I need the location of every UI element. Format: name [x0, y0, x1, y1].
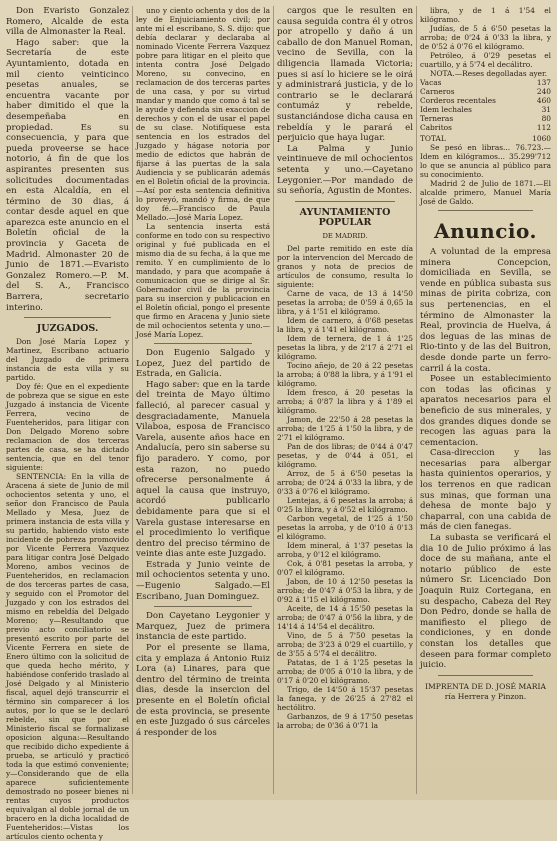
table-row: Cabritos 112 — [420, 123, 551, 132]
column-1 — [6, 6, 129, 841]
price-paragraph: libra, y de 1 á 1'54 el kilógramo. — [420, 6, 551, 24]
price-paragraph: Cok, á 0'81 pesetas la arroba, y 0'07 el kilógramo. — [277, 559, 413, 578]
column-2 — [136, 6, 270, 794]
notice-paragraph: La sentencia inserta está conforme en todo con su respectivo original y fué publicada en el mismo dia de su fecha, á la que me remito. Y en cumplimiento de lo mandado, y para que acompañe á comunicacion que se dirige al Sr. Gobernador civil de la provincia para su insercion y publicacion en el Boletín oficial, pongo el presente que firmo en Aracena y Junio siete de mil ochocientos setenta y uno.—José María Lopez. — [136, 222, 270, 339]
price-paragraph: Aceite, de 14 á 15'50 pesetas la arroba; de 0'47 á 0'56 la libra, y de 14'14 á 14'54 el decálitro. — [277, 604, 413, 632]
notice-paragraph: Doy fé: Que en el expediente de pobreza que se sigue en este Juzgado á instancia de Vicente Ferrera, vecino de Fuenteheridos, para litigar con Don Delgado Moreno sobre reclamacion de dos terceras partes de casa, se ha dictado sentencia, que en del tenor siguiente: — [6, 381, 129, 472]
imprint: IMPRENTA DE D. JOSÉ MARIA — [425, 681, 546, 691]
price-paragraph: Patatas, de 1 á 1'25 pesetas la arroba; de 0'05 á 0'10 la libra, y de 0'17 á 0'20 el kilógramo. — [277, 658, 413, 686]
price-paragraph: Judías, de 5 á 6'50 pesetas la arroba; de 0'24 á 0'33 la libra, y de 0'52 á 0'76 el kilógramo. — [420, 24, 551, 51]
price-paragraph: Jabon, de 10 á 12'50 pesetas la arroba; de 0'47 á 0'53 la libra, y de 0'92 á 1'15 el kilógramo. — [277, 577, 413, 605]
column-4 — [420, 6, 551, 794]
notice-heading: Don Cayetano Leygonier y Marquez, Juez de primera instancia de este partido. — [136, 611, 270, 643]
column-rule — [416, 6, 417, 794]
anuncio-title: Anuncio. — [434, 219, 537, 243]
table-row: Terneras 80 — [420, 114, 551, 123]
table-row: Carneros 240 — [420, 87, 551, 96]
price-paragraph: Garbanzos, de 9 á 17'50 pesetas la arroba; de 0'36 á 0'71 la — [277, 712, 413, 731]
price-paragraph: Jamon, de 22'50 á 28 pesetas la arroba; de 1'25 á 1'50 la libra, y de 2'71 el kilógramo. — [277, 415, 413, 443]
imprint-line-2: ría Herrera y Pinzon. — [444, 692, 527, 702]
price-paragraph: Se pesó en libras... 76.723.— Idem en kilógramos... 35.299'712 lo que se anuncia al público para su conocimiento. — [420, 143, 551, 179]
divider — [438, 210, 533, 211]
anuncio-paragraph: Posee un establecimiento con todas las oficinas y aparatos necesarios para el beneficio de sus minerales, y dos grandes diques donde se recogen las aguas para la cementacion. — [420, 374, 551, 448]
section-heading: JUZGADOS. — [36, 323, 99, 335]
anuncio-paragraph: La subasta se verificará el dia 10 de Julio próximo á las doce de su mañana, ante el notario público de este número Sr. Licenciado Don Joaquin Ruiz Cortegana, en su despacho, Cabeza del Rey Don Pedro, donde se halla de manifiesto el pliego de condiciones, y en donde constan los detalles que deseen para formar completo juicio. — [420, 533, 551, 671]
price-paragraph: Madrid 2 de Julio de 1871.—El alcalde primero, Manuel María José de Galdo. — [420, 179, 551, 206]
price-paragraph: Lentejas, á 6 pesetas la arroba; á 0'25 la libra, y á 0'52 el kilógramo. — [277, 496, 413, 515]
notice-paragraph: Hago saber: que la Secretaría de este Ayuntamiento, dotada en mil ciento veinticinco pesetas anuales, se encuentra vacante por haber dimitido el que la desempeñaba en propiedad. Es su consecuencia, y para que pueda proveerse se hace notorio, á fin de que los aspirantes presenten sus solicitudes documentadas en esta Alcaldía, en el término de 30 dias, á contar desde aquel en que aparezca este anuncio en el Boletín oficial de la provincia y Gaceta de Madrid. Almonaster 20 de Junio de 1871.—Evaristo Gonzalez Romero.—P. M. del S. A., Francisco Barrera, secretario interino. — [6, 37, 129, 313]
price-paragraph: Arroz, de 5 á 6'50 pesetas la arroba; de 0'24 á 0'33 la libra, y de 0'33 á 0'76 el kilógramo. — [277, 469, 413, 497]
section-heading: AYUNTAMIENTO POPULAR — [299, 206, 391, 229]
notice-paragraph: Hago saber: que en la tarde del treinta de Mayo último falleció, al parecer casual y desgraciadamente, Manuela Vilaboa, esposa de Francisco Varela, ausente años hace en Andalucía, pero sin saberse su fijo paradero. Y como, por esta razon, no puedo ofrecerse personalmente á aquel la causa que instruyo, acordó publicarlo debidamente para que si el Varela gustase interesarse en el procedimiento lo verifique dentro del preciso término de veinte dias ante este Juzgado. — [136, 379, 270, 560]
price-paragraph: Idem mineral, á 1'37 pesetas la arroba, y 0'12 el kilógramo. — [277, 541, 413, 560]
column-rule — [132, 6, 133, 794]
price-paragraph: Pan de dos libras; de 0'44 á 0'47 pesetas, y de 0'44 á 051, el kilógramo. — [277, 442, 413, 470]
divider — [24, 317, 111, 318]
table-row: Vacas 137 — [420, 78, 551, 87]
total-row: TOTAL 1060 — [420, 134, 551, 143]
anuncio-paragraph: A voluntad de la empresa minera Concepcion, domiciliada en Sevilla, se vende en pública subasta sus minas de pirita cobriza, con sus pertenencias, en el término de Almonaster la Real, provincia de Huelva, á dos leguas de las minas de Rio-tinto y de las del Buitron, desde donde parte un ferro-carril á la costa. — [420, 247, 551, 374]
notice-paragraph: SENTENCIA: En la villa de Aracena á siete de Junio de mil ochocientos setenta y uno, el señor don Francisco de Paula Mellado y Mesa, Juez de primera instancia de esta villa y su partido, habiendo visto este incidente de pobreza promovido por Vicente Ferrera Vazquez para litigar contra José Delgado Moreno, ambos vecinos de Fuenteheridos, en reclamacion de dos terceras partes de casa, y seguido con el Promotor del Juzgado y con los estrados del mismo en rebeldía del Delgado Moreno; y—Resultando que previo acto conciliatorio se presentó escrito por parte del Vicente Ferrera en siete de Enero último con la solicitud de que queda hecho mérito, y habiéndose conferido traslado al José Delgado y al Ministerio fiscal, aquel dejó transcurrir el término sin comparecer á los autos, por lo que se le declaró rebelde, sin que por el Ministerio fiscal se formalizase oposicion alguna:—Resultando que recibido dicho expediente á prueba, se articuló y practicó toda la que estimó conveniente; y—Considerando que de ella aparece suficientemente demostrado no poseer bienes ni rentas cuyos productos equivalgan al doble jornal de un bracero en la dicha localidad de Fuenteheridos:—Vistas los artículos ciento ochenta y — [6, 471, 129, 841]
price-paragraph: Idem de ternera, de 1 á 1'25 pesetas la libra, y de 2'17 á 2'71 el kilógramo. — [277, 334, 413, 362]
price-paragraph: Idem de carnero, á 0'68 pesetas la libra, y á 1'41 el kilógramo. — [277, 316, 413, 335]
price-paragraph: Trigo, de 14'50 á 15'37 pesetas la fanega, y de 26'25 á 27'82 el hectólitro. — [277, 685, 413, 713]
notice-paragraph: La Palma y Junio veintinueve de mil ochocientos setenta y uno.—Cayetano Leygonier.—Por mandado de su señoría, Agustin de Montes. — [277, 143, 413, 197]
notice-heading: Don Eugenio Salgado y Lopez, Juez del partido de Estrada, en Galicia. — [136, 348, 270, 380]
price-paragraph: Del parte remitido en este día por la intervencion del Mercado de granos y nota de precios de artículos de consumo, resulta lo siguiente: — [277, 244, 413, 290]
reses-title: NOTA.—Reses degolladas ayer. — [430, 69, 548, 78]
notice-paragraph: Estrada y Junio veinte de mil ochocientos setenta y uno.—Eugenio Salgado.—El Escribano, Juan Dominguez. — [136, 559, 270, 602]
price-paragraph: Idem fresco, á 20 pesetas la arroba; á 0'87 la libra y á 1'89 el kilógramo. — [277, 388, 413, 416]
price-paragraph: Carbon vegetal, de 1'25 á 1'50 pesetas la arroba, y de 0'10 á 0'13 el kilógramo. — [277, 514, 413, 542]
divider — [154, 343, 252, 344]
divider — [295, 201, 395, 202]
table-row: Corderos recentales 460 — [420, 96, 551, 105]
notice-paragraph: Don José María Lopez y Martinez, Escribano actuario del Juzgado de primera instancia de esta villa y su partido. — [6, 336, 129, 382]
notice-paragraph: Por el presente se llama, cita y emplaza á Antonio Ruiz Lora (a) Linares, para que dentro del término de treinta dias, desde la insercion del presente en el Boletín oficial de esta provincia, se presente en este Juzgado ó sus cárceles á responder de los — [136, 643, 270, 738]
table-row: Idem lechales 31 — [420, 105, 551, 114]
price-paragraph: Tocino añejo, de 20 á 22 pesetas la arroba; á 0'88 la libra, y á 1'91 el kilógramo. — [277, 361, 413, 389]
column-rule — [273, 6, 274, 794]
divider — [438, 675, 533, 676]
price-paragraph: Carne de vaca, de 13 á 14'50 pesetas la arroba; de 0'59 á 0,65 la libra, y á 1'51 el kilógramo. — [277, 289, 413, 317]
price-paragraph: Petróleo, á 0'29 pesetas el cuartillo, y á 5'74 el decálitro. — [420, 51, 551, 69]
notice-paragraph: cargos que le resulten en causa seguida contra él y otros por atropello y daño á un caballo de don Manuel Roman, vecino de Sevilla, con la diligencia llamada Victoria; pues si así lo hiciere se le oirá y administrará justicia, y de lo contrario se le declarará contumáz y rebelde, sustanciándose dicha causa en rebeldía y le parará el perjuicio que haya lugar. — [277, 6, 413, 144]
divider — [154, 606, 252, 607]
anuncio-paragraph: Casa-direccion y las necesarias para albergar hasta quinientos operarios, y los terrenos en que radican sus minas, que forman una dehesa de monte bajo y chaparral, con una cabida de más de cien fanegas. — [420, 448, 551, 533]
notice-heading: Don Evaristo Gonzalez Romero, Alcalde de esta villa de Almonaster la Real. — [6, 6, 129, 38]
section-subheading: DE MADRID. — [322, 231, 368, 240]
price-paragraph: Vino, de 5 á 7'50 pesetas la arroba; de 3'23 á 0'29 el cuartillo, y de 3'55 á 5'74 el decálitro. — [277, 631, 413, 659]
notice-paragraph: uno y ciento ochenta y dos de la ley de Enjuiciamiento civil; por ante mí el escribano, S. S. dijo: que debía declarar y declaraba al nominado Vicente Ferrera Vazquez pobre para litigar en el pleito que intenta contra José Delgado Moreno, su convecino, en reclamacion de dos terceras partes de una casa, y por su virtud mandar y mando que como á tal se le ayude y defienda sin exaccion de derechos y con el de usar el papel de su clase. Notifíquese esta sentencia en los estrados del Juzgado y hágase notoria por medio de edictos que habrán de fijarse á las puertas de la sala Audiencia y se publicarán además en el Boletín oficial de la provincia.—Así por esta sentencia definitiva lo proveyó, mandó y firma, de que doy fé.—Francisco de Paula Mellado.—José María Lopez. — [136, 6, 270, 222]
reses-table — [420, 78, 551, 143]
column-3 — [277, 6, 413, 794]
